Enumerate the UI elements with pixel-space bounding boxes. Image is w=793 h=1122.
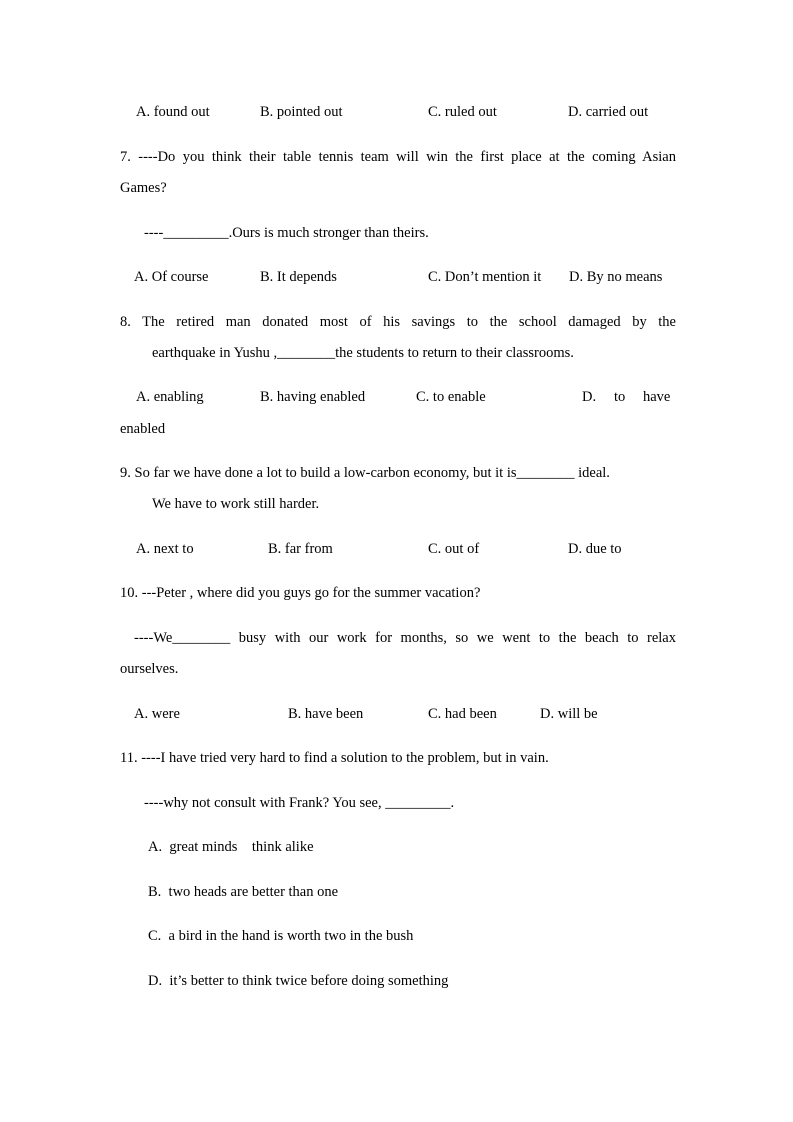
q8-option-a: A. enabling bbox=[136, 389, 204, 405]
q6-option-b: B. pointed out bbox=[260, 104, 343, 120]
q9-stem-line-1: 9. So far we have done a lot to build a low-carbon economy, but it is________ ideal. bbox=[120, 465, 610, 481]
q8-option-c: C. to enable bbox=[416, 389, 486, 405]
q9-option-a: A. next to bbox=[136, 541, 194, 557]
q10-option-d: D. will be bbox=[540, 706, 598, 722]
q9-option-d: D. due to bbox=[568, 541, 622, 557]
q8-stem-line-1: 8. The retired man donated most of his savings to the school damaged by the bbox=[120, 314, 676, 330]
q7-option-b: B. It depends bbox=[260, 269, 337, 285]
q9-option-b: B. far from bbox=[268, 541, 333, 557]
q7-reply: ----_________.Ours is much stronger than theirs. bbox=[144, 225, 429, 241]
q7-stem-line-1: 7. ----Do you think their table tennis team will win the first place at the coming Asian bbox=[120, 149, 676, 165]
q11-option-a: A. great minds think alike bbox=[148, 839, 314, 855]
q6-option-a: A. found out bbox=[136, 104, 210, 120]
q11-option-b: B. two heads are better than one bbox=[148, 884, 339, 900]
q10-option-a: A. were bbox=[134, 706, 180, 722]
q10-option-c: C. had been bbox=[428, 706, 497, 722]
q8-option-d-word-2: have bbox=[643, 389, 671, 405]
q7-stem-line-2: Games? bbox=[120, 180, 167, 196]
q9-stem-line-2: We have to work still harder. bbox=[152, 496, 320, 512]
q10-option-b: B. have been bbox=[288, 706, 364, 722]
q7-option-a: A. Of course bbox=[134, 269, 209, 285]
q10-stem: 10. ---Peter , where did you guys go for the summer vacation? bbox=[120, 585, 481, 601]
q8-stem-line-2: earthquake in Yushu ,________the students to return to their classrooms. bbox=[152, 345, 574, 361]
q9-option-c: C. out of bbox=[428, 541, 480, 557]
q7-option-c: C. Don’t mention it bbox=[428, 269, 542, 285]
q8-option-d-word-1: to bbox=[614, 389, 626, 405]
q6-option-c: C. ruled out bbox=[428, 104, 497, 120]
q11-reply: ----why not consult with Frank? You see, _________. bbox=[144, 795, 455, 811]
q11-option-c: C. a bird in the hand is worth two in the bush bbox=[148, 928, 414, 944]
q10-reply-line-2: ourselves. bbox=[120, 661, 179, 677]
q6-option-d: D. carried out bbox=[568, 104, 649, 120]
q8-option-d-label: D. bbox=[582, 389, 597, 405]
q7-option-d: D. By no means bbox=[569, 269, 663, 285]
q8-option-d-wrap: enabled bbox=[120, 421, 166, 437]
q8-option-b: B. having enabled bbox=[260, 389, 366, 405]
q10-reply-line-1: ----We________ busy with our work for months, so we went to the beach to relax bbox=[134, 630, 676, 646]
q11-option-d: D. it’s better to think twice before doing something bbox=[148, 973, 449, 989]
q11-stem: 11. ----I have tried very hard to find a solution to the problem, but in vain. bbox=[120, 750, 549, 766]
